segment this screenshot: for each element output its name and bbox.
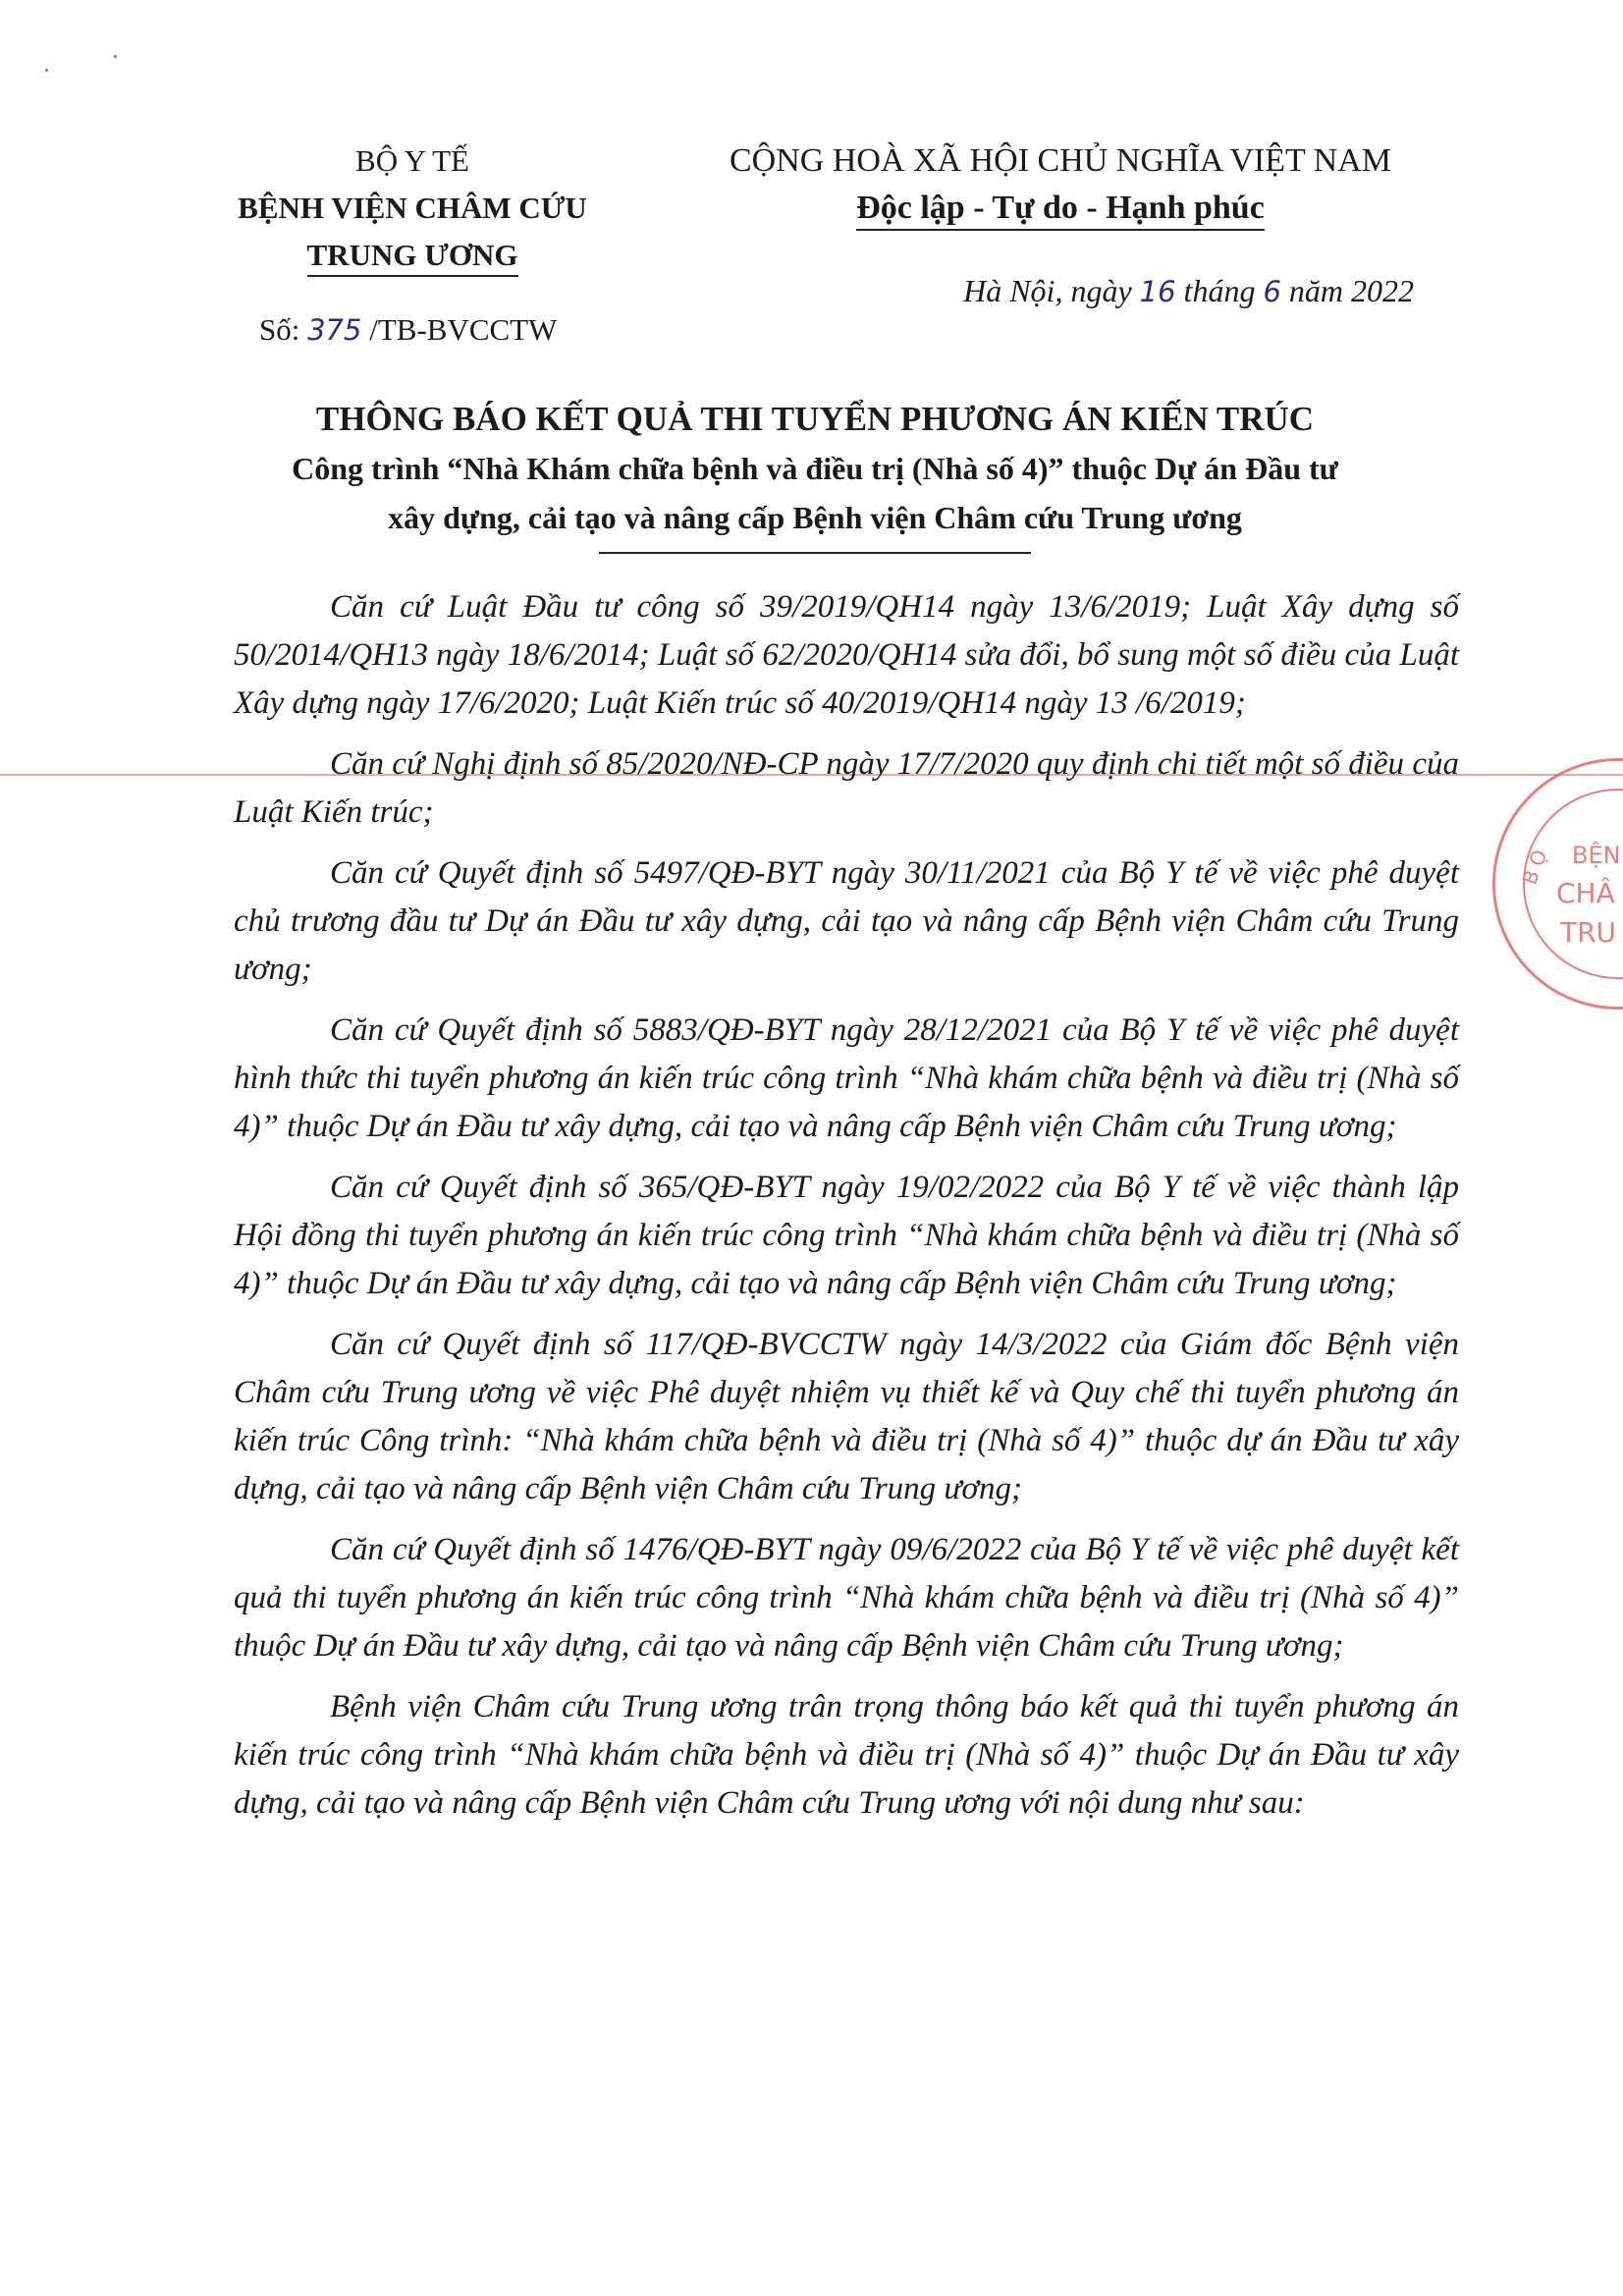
hospital-name-line1: BỆNH VIỆN CHÂM CỨU bbox=[238, 191, 587, 225]
document-number-prefix: Số: bbox=[259, 312, 300, 347]
national-motto: Độc lập - Tự do - Hạnh phúc bbox=[856, 188, 1265, 231]
title-divider bbox=[599, 552, 1031, 554]
document-number bbox=[196, 306, 628, 354]
legal-basis-paragraph: Căn cứ Quyết định số 365/QĐ-BYT ngày 19/02/2022 của Bộ Y tế về việc thành lập Hội đồng thi tuyển phương án kiến trúc công trình “Nhà khám chữa bệnh và điều trị (Nhà số 4)” thuộc Dự án Đầu tư xây dựng, cải tạo và nâng cấp Bệnh viện Châm cứu Trung ương; bbox=[234, 1170, 1459, 1301]
legal-basis-paragraph: Căn cứ Quyết định số 1476/QĐ-BYT ngày 09/6/2022 của Bộ Y tế về việc phê duyệt kết quả thi tuyển phương án kiến trúc công trình “Nhà khám chữa bệnh và điều trị (Nhà số 4)” thuộc Dự án Đầu tư xây dựng, cải tạo và nâng cấp Bệnh viện Châm cứu Trung ương; bbox=[234, 1532, 1459, 1664]
scan-speck bbox=[114, 55, 117, 58]
issue-date bbox=[864, 273, 1414, 309]
issuing-authority-block bbox=[196, 137, 628, 354]
document-subtitle-line1: Công trình “Nhà Khám chữa bệnh và điều trị (Nhà số 4)” thuộc Dự án Đầu tư bbox=[292, 451, 1338, 486]
document-number-handwritten: 375 bbox=[307, 313, 362, 347]
country-name: CỘNG HOÀ XÃ HỘI CHỦ NGHĨA VIỆT NAM bbox=[729, 142, 1391, 179]
hospital-name-line2: TRUNG ƯƠNG bbox=[307, 236, 518, 277]
stamp-text-line3: TRU bbox=[1560, 916, 1617, 949]
date-year: năm 2022 bbox=[1288, 273, 1414, 308]
stamp-text-line2: CHÂ bbox=[1556, 877, 1615, 909]
date-month-handwritten: 6 bbox=[1263, 275, 1281, 308]
legal-basis-paragraph: Căn cứ Quyết định số 5883/QĐ-BYT ngày 28/12/2021 của Bộ Y tế về việc phê duyệt hình thức thi tuyển phương án kiến trúc công trình “Nhà khám chữa bệnh và điều trị (Nhà số 4)” thuộc Dự án Đầu tư xây dựng, cải tạo và nâng cấp Bệnh viện Châm cứu Trung ương; bbox=[234, 1012, 1459, 1144]
legal-basis-paragraph: Căn cứ Luật Đầu tư công số 39/2019/QH14 ngày 13/6/2019; Luật Xây dựng số 50/2014/QH13 ngày 18/6/2014; Luật số 62/2020/QH14 sửa đổi, bổ sung một số điều của Luật Xây dựng ngày 17/6/2020; Luật Kiến trúc số 40/2019/QH14 ngày 13 /6/2019; bbox=[234, 589, 1459, 721]
stamp-text-line1: BỆN bbox=[1572, 842, 1621, 869]
date-month-label: tháng bbox=[1183, 273, 1256, 308]
document-subtitle-line2: xây dựng, cải tạo và nâng cấp Bệnh viện Châm cứu Trung ương bbox=[388, 500, 1242, 535]
stamp-side-text: B Ộ bbox=[1517, 847, 1552, 888]
date-prefix: Hà Nội, ngày bbox=[963, 273, 1132, 308]
legal-basis-paragraph: Căn cứ Nghị định số 85/2020/NĐ-CP ngày 17/7/2020 quy định chi tiết một số điều của Luật Kiến trúc; bbox=[234, 746, 1459, 830]
scan-speck bbox=[45, 69, 48, 72]
legal-basis-paragraph: Căn cứ Quyết định số 5497/QĐ-BYT ngày 30/11/2021 của Bộ Y tế về việc phê duyệt chủ trương đầu tư Dự án Đầu tư xây dựng, cải tạo và nâng cấp Bệnh viện Châm cứu Trung ương; bbox=[234, 855, 1459, 987]
document-title: THÔNG BÁO KẾT QUẢ THI TUYỂN PHƯƠNG ÁN KIẾN TRÚC bbox=[315, 400, 1315, 438]
document-body bbox=[234, 583, 1459, 1840]
national-heading-block bbox=[687, 137, 1434, 232]
ministry-name: BỘ Y TẾ bbox=[355, 143, 469, 178]
official-seal-stamp bbox=[1492, 758, 1623, 1010]
legal-basis-paragraph: Căn cứ Quyết định số 117/QĐ-BVCCTW ngày 14/3/2022 của Giám đốc Bệnh viện Châm cứu Trung ương về việc Phê duyệt nhiệm vụ thiết kế và Quy chế thi tuyển phương án kiến trúc Công trình: “Nhà khám chữa bệnh và điều trị (Nhà số 4)” thuộc dự án Đầu tư xây dựng, cải tạo và nâng cấp Bệnh viện Châm cứu Trung ương; bbox=[234, 1327, 1459, 1506]
date-day-handwritten: 16 bbox=[1139, 275, 1176, 308]
document-title-block bbox=[196, 395, 1434, 554]
announcement-paragraph: Bệnh viện Châm cứu Trung ương trân trọng thông báo kết quả thi tuyển phương án kiến trúc công trình “Nhà khám chữa bệnh và điều trị (Nhà số 4)” thuộc Dự án Đầu tư xây dựng, cải tạo và nâng cấp Bệnh viện Châm cứu Trung ương với nội dung như sau: bbox=[234, 1689, 1459, 1821]
document-number-suffix: /TB-BVCCTW bbox=[369, 312, 558, 347]
